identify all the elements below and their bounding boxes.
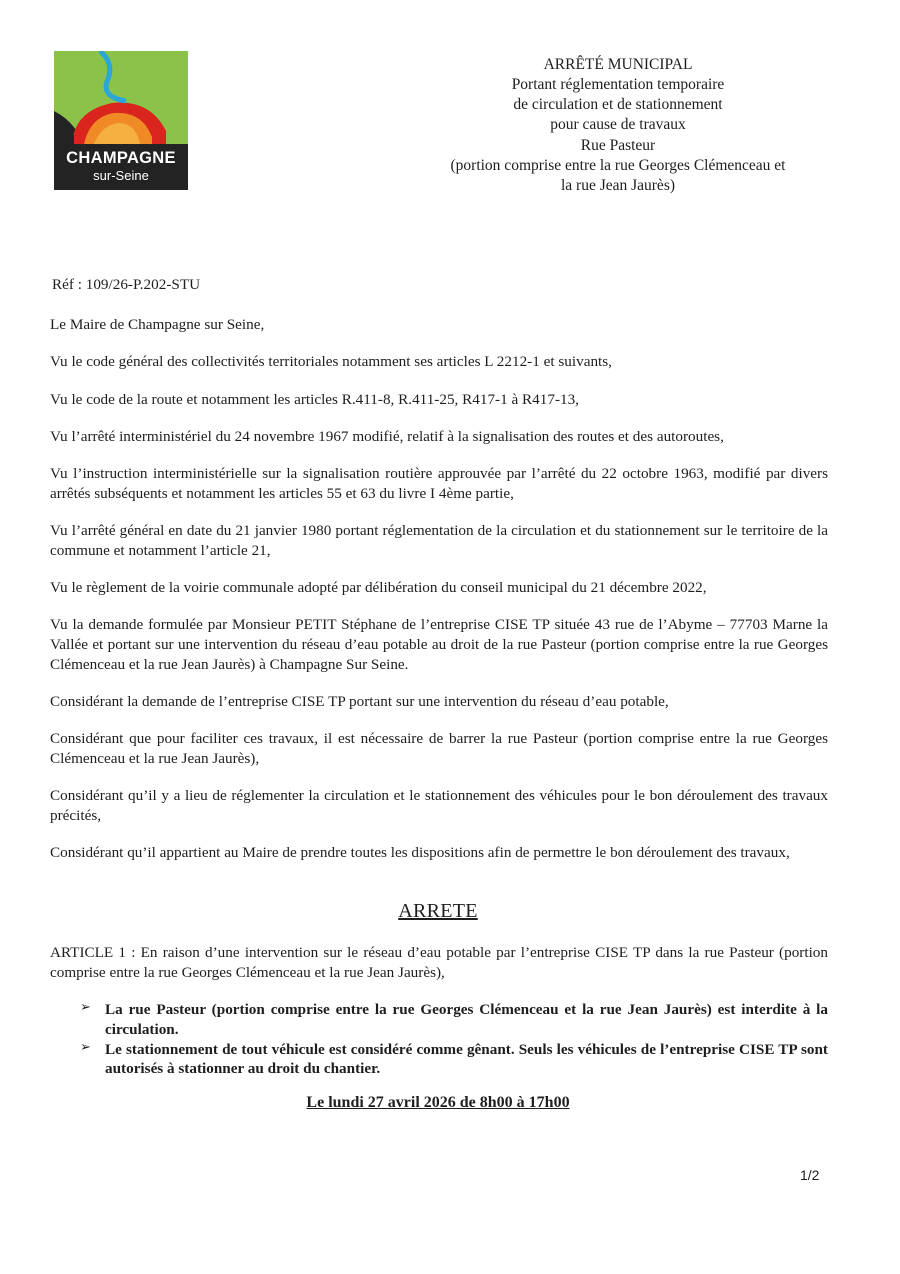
arrow-bullet-icon: ➢ [80,1000,91,1015]
list-item [80,1000,828,1040]
header-line: Portant réglementation temporaire [511,76,725,94]
logo-wordmark [54,144,188,190]
paragraph: Considérant qu’il y a lieu de réglementer la circulation et le stationnement des véhicules pour le bon déroulement des travaux précités, [50,787,828,824]
paragraph: Considérant la demande de l’entreprise CISE TP portant sur une intervention du réseau d’eau potable, [50,693,669,710]
page-number: 1/2 [800,1167,820,1183]
arrow-bullet-icon: ➢ [80,1039,91,1055]
paragraph: Vu le code général des collectivités territoriales notamment ses articles L 2212-1 et suivants, [50,353,612,371]
article-1: ARTICLE 1 : En raison d’une intervention sur le réseau d’eau potable par l’entreprise CISE TP dans la rue Pasteur (portion comprise entre la rue Georges Clémenceau et la rue Jean Jaurès), [50,944,828,981]
list-item [80,1040,828,1080]
paragraph: Considérant qu’il appartient au Maire de prendre toutes les dispositions afin de permettre le bon déroulement des travaux, [50,844,790,862]
header-line: pour cause de travaux [550,116,686,134]
date-line: Le lundi 27 avril 2026 de 8h00 à 17h00 [306,1094,570,1111]
decree-header [410,55,826,196]
logo-line-2: sur-Seine [93,168,149,183]
logo-line-1: CHAMPAGNE [66,149,176,167]
preamble [50,315,828,881]
paragraph: Le Maire de Champagne sur Seine, [50,316,265,333]
header-line: Rue Pasteur [580,136,656,154]
paragraph: Vu l’arrêté général en date du 21 janvier 1980 portant réglementation de la circulation et du stationnement sur le territoire de la commune et notamment l’article 21, [50,522,828,559]
decree-title: ARRETE [398,900,478,922]
paragraph: Vu la demande formulée par Monsieur PETIT Stéphane de l’entreprise CISE TP située 43 rue de l’Abyme – 77703 Marne la Vallée et portant sur une intervention du réseau d’eau potable au droit de la rue Pasteur (portion comprise entre la rue Georges Clémenceau et la rue Jean Jaurès) à Champagne Sur Seine. [50,616,828,673]
article-1-measures [80,1000,828,1079]
list-item-text: La rue Pasteur (portion comprise entre la rue Georges Clémenceau et la rue Jean Jaurès) est interdite à la circulation. [105,1001,828,1038]
champagne-sur-seine-logo [54,51,188,190]
paragraph: Vu le code de la route et notamment les articles R.411-8, R.411-25, R417-1 à R417-13, [50,390,579,408]
list-item-text: Le stationnement de tout véhicule est considéré comme gênant. Seuls les véhicules de l’entreprise CISE TP sont autorisés à stationner au droit du chantier. [105,1040,828,1078]
header-title: ARRÊTÉ MUNICIPAL [543,56,693,73]
paragraph: Vu le règlement de la voirie communale adopté par délibération du conseil municipal du 21 décembre 2022, [50,579,707,596]
header-line: de circulation et de stationnement [513,96,723,114]
header-line: (portion comprise entre la rue Georges Clémenceau et [450,156,786,174]
paragraph: Vu l’arrêté interministériel du 24 novembre 1967 modifié, relatif à la signalisation des routes et des autoroutes, [50,427,724,445]
reference-number: Réf : 109/26-P.202-STU [52,276,201,293]
paragraph: Vu l’instruction interministérielle sur la signalisation routière approuvée par l’arrêté du 22 octobre 1963, modifié par divers arrêtés subséquents et notamment les articles 55 et 63 du livre I 4ème partie, [50,465,828,502]
header-line: la rue Jean Jaurès) [560,176,676,194]
paragraph: Considérant que pour faciliter ces travaux, il est nécessaire de barrer la rue Pasteur (portion comprise entre la rue Georges Clémenceau et la rue Jean Jaurès), [50,730,828,767]
